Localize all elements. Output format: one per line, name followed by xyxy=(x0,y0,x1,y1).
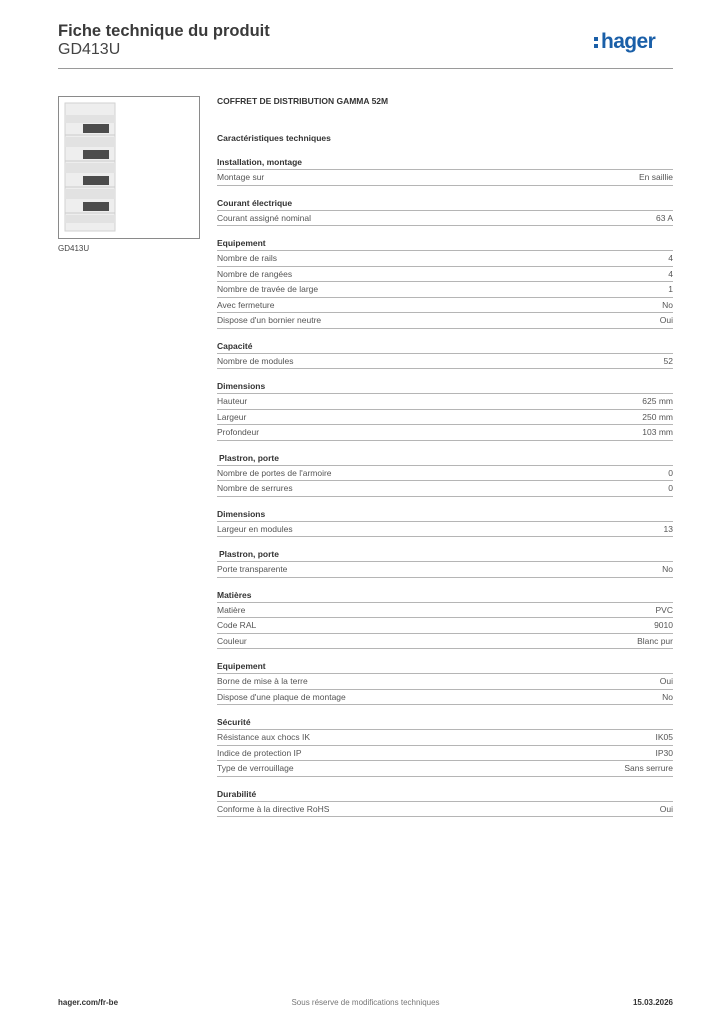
spec-value: 1 xyxy=(668,284,673,295)
spec-value: En saillie xyxy=(638,172,673,183)
footer-website[interactable]: hager.com/fr-be xyxy=(58,998,119,1007)
spec-label: Code RAL xyxy=(217,620,257,631)
spec-label: Nombre de serrures xyxy=(217,483,293,494)
spec-row xyxy=(217,603,673,619)
spec-value: 63 A xyxy=(655,212,673,223)
section-heading: Matières xyxy=(217,588,673,603)
spec-section xyxy=(217,787,673,818)
spec-label: Nombre de rails xyxy=(217,253,277,264)
spec-row xyxy=(217,410,673,426)
spec-row xyxy=(217,802,673,818)
spec-row xyxy=(217,481,673,497)
section-heading: Courant électrique xyxy=(217,196,673,211)
spec-row xyxy=(217,618,673,634)
spec-value: 9010 xyxy=(654,620,673,631)
spec-label: Nombre de rangées xyxy=(217,268,293,279)
spec-value: 13 xyxy=(663,523,673,534)
spec-section xyxy=(217,379,673,441)
footer-disclaimer: Sous réserve de modifications techniques xyxy=(291,998,440,1007)
logo-wordmark: hager xyxy=(601,30,656,53)
spec-value: 4 xyxy=(668,268,673,279)
spec-row xyxy=(217,690,673,706)
spec-row xyxy=(217,211,673,227)
section-heading: Dimensions xyxy=(217,507,673,522)
spec-row xyxy=(217,313,673,329)
spec-label: Courant assigné nominal xyxy=(217,212,312,223)
product-image xyxy=(58,96,200,239)
specs-title: Caractéristiques techniques xyxy=(217,133,331,143)
section-heading: Dimensions xyxy=(217,379,673,394)
spec-section xyxy=(217,155,673,186)
spec-row xyxy=(217,170,673,186)
section-heading: Durabilité xyxy=(217,787,673,802)
spec-section xyxy=(217,236,673,329)
spec-label: Borne de mise à la terre xyxy=(217,676,308,687)
spec-value: No xyxy=(662,564,673,575)
spec-row xyxy=(217,282,673,298)
spec-value: No xyxy=(662,299,673,310)
section-heading: Capacité xyxy=(217,339,673,354)
document-title: Fiche technique du produit xyxy=(58,22,270,40)
spec-value: 0 xyxy=(668,483,673,494)
spec-row xyxy=(217,354,673,370)
spec-label: Porte transparente xyxy=(217,564,288,575)
spec-row xyxy=(217,730,673,746)
spec-row xyxy=(217,746,673,762)
spec-value: Oui xyxy=(659,676,673,687)
spec-label: Dispose d'un bornier neutre xyxy=(217,315,322,326)
image-caption: GD413U xyxy=(58,244,90,253)
hager-logo xyxy=(593,29,673,53)
section-heading: Plastron, porte xyxy=(217,451,673,466)
spec-row xyxy=(217,522,673,538)
product-reference: GD413U xyxy=(58,41,121,58)
spec-section xyxy=(217,339,673,370)
spec-section xyxy=(217,715,673,777)
section-heading: Equipement xyxy=(217,236,673,251)
spec-value: PVC xyxy=(655,604,673,615)
section-heading: Plastron, porte xyxy=(217,547,673,562)
spec-label: Indice de protection IP xyxy=(217,747,302,758)
spec-row xyxy=(217,674,673,690)
section-heading: Installation, montage xyxy=(217,155,673,170)
spec-section xyxy=(217,659,673,705)
spec-label: Montage sur xyxy=(217,172,265,183)
spec-row xyxy=(217,634,673,650)
spec-label: Largeur xyxy=(217,411,247,422)
spec-section xyxy=(217,588,673,650)
spec-value: 250 mm xyxy=(642,411,673,422)
spec-label: Type de verrouillage xyxy=(217,763,294,774)
spec-row xyxy=(217,251,673,267)
spec-label: Matière xyxy=(217,604,246,615)
spec-row xyxy=(217,267,673,283)
spec-value: 103 mm xyxy=(642,427,673,438)
section-heading: Sécurité xyxy=(217,715,673,730)
section-heading: Equipement xyxy=(217,659,673,674)
spec-value: 52 xyxy=(663,355,673,366)
page-header xyxy=(58,20,673,70)
spec-label: Nombre de portes de l'armoire xyxy=(217,467,332,478)
product-name: COFFRET DE DISTRIBUTION GAMMA 52M xyxy=(217,96,389,106)
spec-value: 625 mm xyxy=(642,396,673,407)
spec-section xyxy=(217,507,673,538)
spec-label: Profondeur xyxy=(217,427,260,438)
page-footer xyxy=(58,998,673,1010)
spec-sections xyxy=(217,155,673,817)
spec-row xyxy=(217,562,673,578)
spec-row xyxy=(217,761,673,777)
distribution-box-picture xyxy=(59,97,199,238)
spec-label: Couleur xyxy=(217,635,247,646)
spec-value: 0 xyxy=(668,467,673,478)
footer-date: 15.03.2026 xyxy=(632,998,673,1007)
spec-value: Oui xyxy=(659,803,673,814)
spec-label: Largeur en modules xyxy=(217,523,293,534)
spec-label: Nombre de modules xyxy=(217,355,294,366)
spec-label: Dispose d'une plaque de montage xyxy=(217,691,346,702)
spec-label: Nombre de travée de large xyxy=(217,284,319,295)
spec-label: Conforme à la directive RoHS xyxy=(217,803,330,814)
spec-value: No xyxy=(662,691,673,702)
spec-value: IP30 xyxy=(655,747,673,758)
spec-content xyxy=(217,91,673,817)
spec-row xyxy=(217,394,673,410)
spec-value: IK05 xyxy=(655,732,673,743)
spec-value: 4 xyxy=(668,253,673,264)
spec-row xyxy=(217,298,673,314)
spec-section xyxy=(217,451,673,497)
spec-value: Sans serrure xyxy=(624,763,673,774)
spec-value: Blanc pur xyxy=(637,635,673,646)
spec-row xyxy=(217,425,673,441)
spec-row xyxy=(217,466,673,482)
spec-label: Hauteur xyxy=(217,396,248,407)
spec-label: Résistance aux chocs IK xyxy=(217,732,311,743)
spec-value: Oui xyxy=(659,315,673,326)
spec-label: Avec fermeture xyxy=(217,299,275,310)
spec-section xyxy=(217,547,673,578)
spec-section xyxy=(217,196,673,227)
header-divider xyxy=(58,68,673,69)
